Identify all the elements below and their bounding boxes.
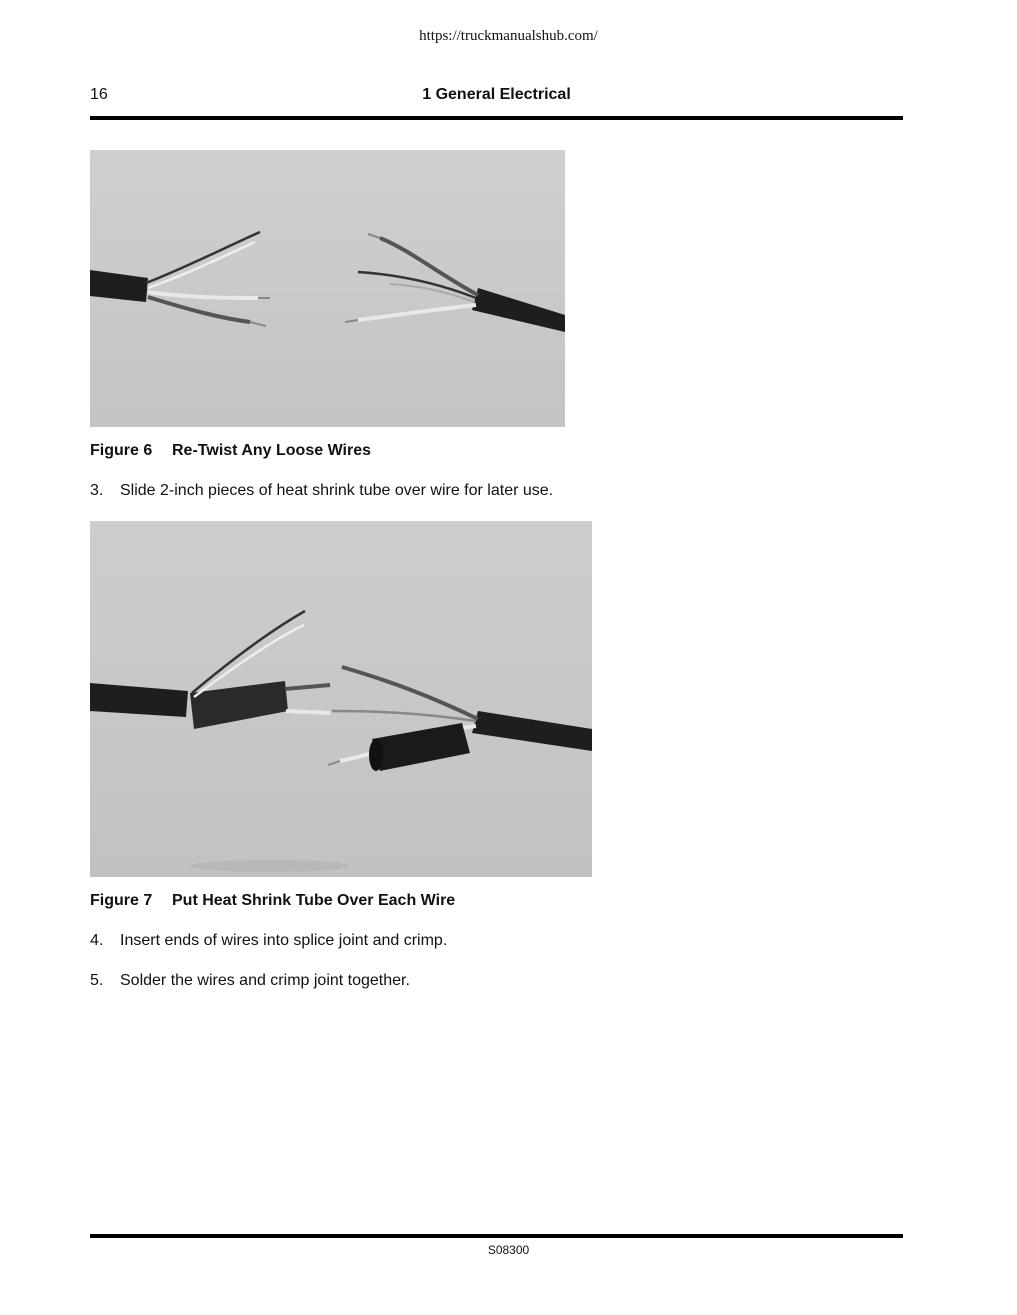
figure-6-caption: [90, 442, 371, 460]
figure-7-title: Put Heat Shrink Tube Over Each Wire: [172, 892, 456, 909]
figure-6-label: Figure 6: [90, 442, 153, 459]
step-4-text: Insert ends of wires into splice joint and crimp.: [120, 932, 448, 949]
page-number: 16: [90, 86, 108, 103]
footer-rule: [90, 1234, 903, 1238]
step-4-number: 4.: [90, 932, 104, 949]
document-code: S08300: [487, 1243, 530, 1257]
step-3-text: Slide 2-inch pieces of heat shrink tube over wire for later use.: [120, 482, 554, 499]
chapter-title: 1 General Electrical: [422, 86, 571, 103]
step-5-text: Solder the wires and crimp joint together.: [120, 972, 410, 989]
figure-7-label: Figure 7: [90, 892, 153, 909]
figure-7-caption: [90, 892, 455, 910]
step-5-number: 5.: [90, 972, 104, 989]
header-url: https://truckmanualshub.com/: [419, 28, 598, 44]
step-5: [90, 972, 410, 990]
step-3-number: 3.: [90, 482, 104, 499]
step-3: [90, 482, 553, 500]
figure-7-photo: [90, 521, 592, 877]
step-4: [90, 932, 447, 950]
header-rule: [90, 116, 903, 120]
figure-6-title: Re-Twist Any Loose Wires: [172, 442, 371, 459]
figure-6-photo: [90, 150, 565, 427]
